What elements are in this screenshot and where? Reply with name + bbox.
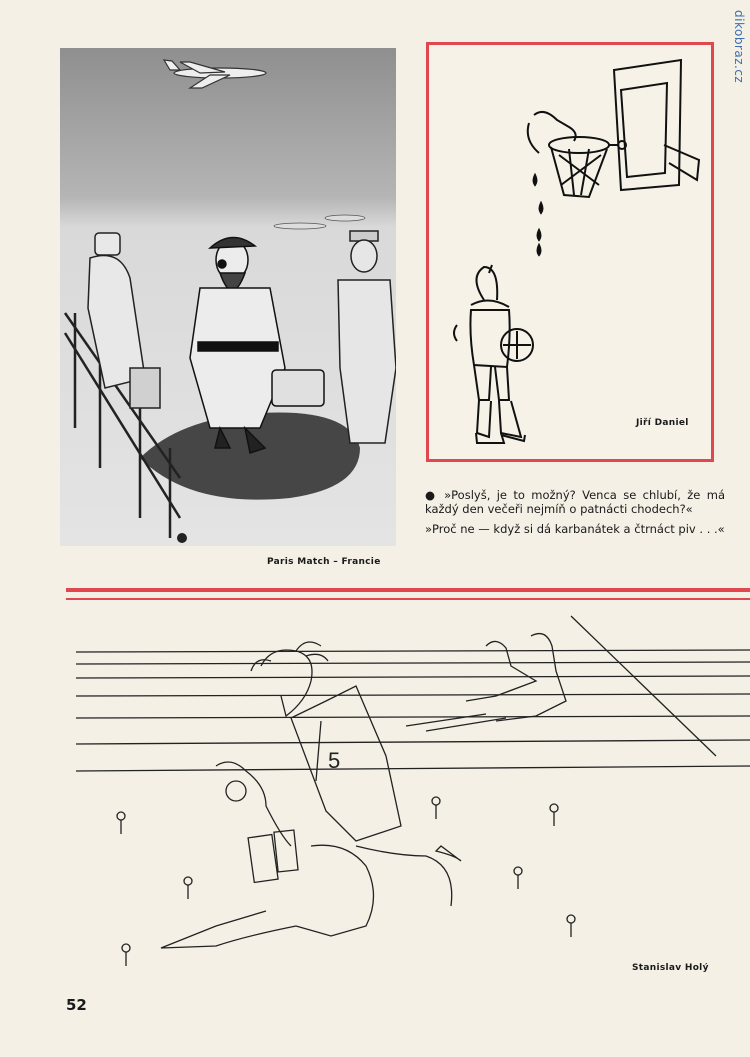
pirate-airport-illustration: [60, 48, 396, 546]
kneeling-runner-cartoon: [66, 606, 750, 991]
page-number: 52: [66, 996, 87, 1014]
red-divider-bottom: [66, 598, 750, 600]
basketball-hoop-illustration: [429, 45, 711, 459]
red-divider-top: [66, 588, 750, 592]
joke-line-2: »Proč ne — když si dá karbanátek a čtrnáct piv . . .«: [425, 522, 725, 536]
jersey-number: 5: [328, 748, 341, 773]
right-cartoon-credit: Jiří Daniel: [636, 418, 689, 428]
pirate-airport-cartoon: [60, 48, 396, 546]
joke-text: [425, 488, 725, 542]
left-cartoon-credit: Paris Match – Francie: [267, 557, 381, 567]
joke-line-1: ● »Poslyš, je to možný? Venca se chlubí, že má každý den večeři nejmíň o patnácti chodech?«: [425, 488, 725, 516]
watermark: dikobraz.cz: [732, 10, 746, 84]
kneeling-runner-illustration: [66, 606, 750, 991]
basketball-hoop-cartoon: [426, 42, 714, 462]
bottom-cartoon-credit: Stanislav Holý: [632, 963, 709, 973]
